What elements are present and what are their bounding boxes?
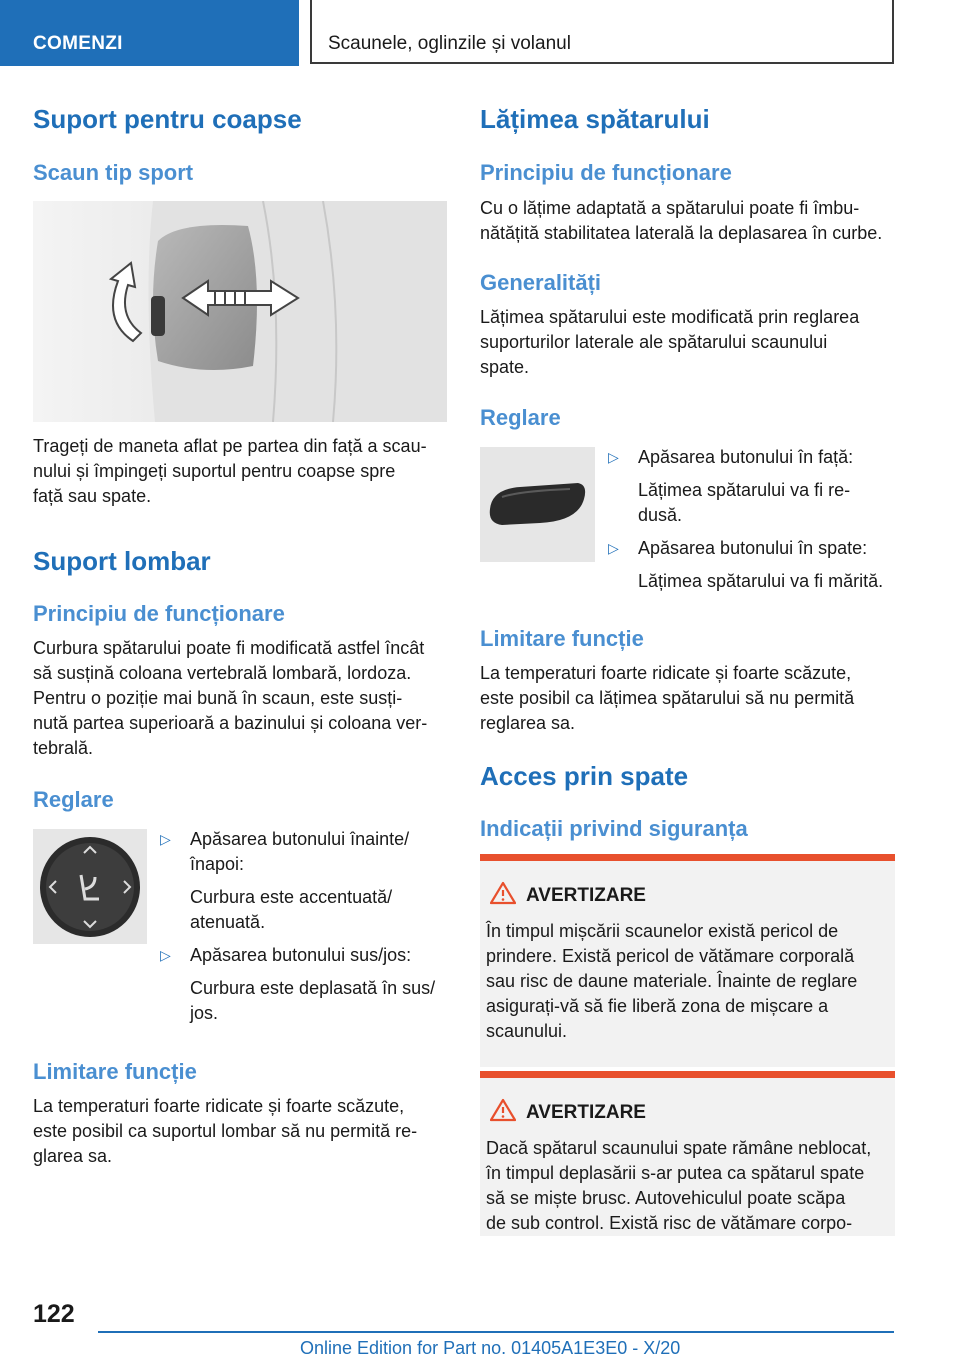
width-principle-text: Cu o lățime adaptată a spătarului poate fi îmbu- nătățită stabilitatea laterală la deplasarea în curbe. xyxy=(480,198,883,243)
lumbar-adjust-title: Reglare xyxy=(33,787,114,812)
thigh-support-illustration xyxy=(33,201,447,422)
lumbar-principle-text: Curbura spătarului poate fi modificată astfel încât să susțină coloana vertebrală lombară, lordoza. Pentru o poziție mai bună în scaun, este susți- nută partea superioară a bazinului și coloana ver- tebrală. xyxy=(33,638,428,758)
bullet-triangle-icon: ▷ xyxy=(608,540,619,556)
width-limit-text: La temperaturi foarte ridicate și foarte scăzute, este posibil ca lățimea spătarului să nu permită reglarea sa. xyxy=(480,663,855,733)
width-bullet-back: ▷ Apăsarea butonului în spate: Lățimea spătarului va fi mărită. xyxy=(608,538,884,591)
page-number: 122 xyxy=(33,1300,75,1328)
warning-1-label: AVERTIZARE xyxy=(526,885,646,906)
width-principle-title: Principiu de funcționare xyxy=(480,160,732,185)
header-chapter-box xyxy=(310,0,894,64)
header-section: COMENZI xyxy=(33,33,123,54)
lumbar-limit-title: Limitare funcție xyxy=(33,1059,197,1084)
width-adjust-title: Reglare xyxy=(480,405,561,430)
thigh-support-title: Suport pentru coapse xyxy=(33,104,302,134)
safety-title: Indicații privind siguranța xyxy=(480,816,748,841)
width-limit-title: Limitare funcție xyxy=(480,626,644,651)
warning-2-text: Dacă spătarul scaunului spate rămâne neblocat, în timpul deplasării s-ar putea ca spătarul spate să se miște brusc. Autovehiculul poate scăpa de sub control. Există risc de vătămare corpo- xyxy=(486,1138,872,1233)
bullet-triangle-icon: ▷ xyxy=(608,449,619,465)
lumbar-principle-title: Principiu de funcționare xyxy=(33,601,285,626)
general-title: Generalități xyxy=(480,270,602,295)
sport-seat-title: Scaun tip sport xyxy=(33,160,194,185)
lumbar-bullets xyxy=(160,827,450,1026)
lumbar-bullet-updown: ▷ Apăsarea butonului sus/jos: Curbura este deplasată în sus/ jos. xyxy=(160,945,436,1023)
warning-box-1 xyxy=(480,854,895,1067)
width-bullets xyxy=(608,445,898,594)
bullet-triangle-icon: ▷ xyxy=(160,947,171,963)
lumbar-bullet-forward: ▷ Apăsarea butonului înainte/ înapoi: Curbura este accentuată/ atenuată. xyxy=(160,829,410,932)
width-bullet-front: ▷ Apăsarea butonului în față: Lățimea spătarului va fi re- dusă. xyxy=(608,447,854,525)
lumbar-control-image xyxy=(33,829,147,944)
warning-triangle-icon xyxy=(490,881,516,905)
backrest-width-title: Lățimea spătarului xyxy=(480,104,710,134)
warning-1-text: În timpul mișcării scaunelor există pericol de prindere. Există pericol de vătămare corporală sau risc de daune materiale. Înainte de reglare asigurați-vă să fie liberă zona de mișcare a scaunului. xyxy=(486,921,858,1041)
rear-access-title: Acces prin spate xyxy=(480,761,689,791)
general-text: Lățimea spătarului este modificată prin reglarea suporturilor laterale ale spătarului scaunului spate. xyxy=(480,307,860,377)
bullet-triangle-icon: ▷ xyxy=(160,831,171,847)
lumbar-support-title: Suport lombar xyxy=(33,546,211,576)
footer-rule xyxy=(98,1331,894,1333)
width-control-image xyxy=(480,447,595,562)
header-chapter: Scaunele, oglinzile și volanul xyxy=(328,33,571,54)
header-section-tab xyxy=(0,0,299,66)
warning-box-2 xyxy=(480,1071,895,1236)
warning-triangle-icon xyxy=(490,1098,516,1122)
thigh-support-text: Trageți de maneta aflat pe partea din față a scau- nului și împingeți suportul pentru coapse spre față sau spate. xyxy=(33,436,427,506)
lumbar-limit-text: La temperaturi foarte ridicate și foarte scăzute, este posibil ca suportul lombar să nu permită re- glarea sa. xyxy=(33,1096,418,1166)
warning-2-label: AVERTIZARE xyxy=(526,1102,646,1123)
footer-edition: Online Edition for Part no. 01405A1E3E0 - X/20 xyxy=(300,1338,681,1358)
